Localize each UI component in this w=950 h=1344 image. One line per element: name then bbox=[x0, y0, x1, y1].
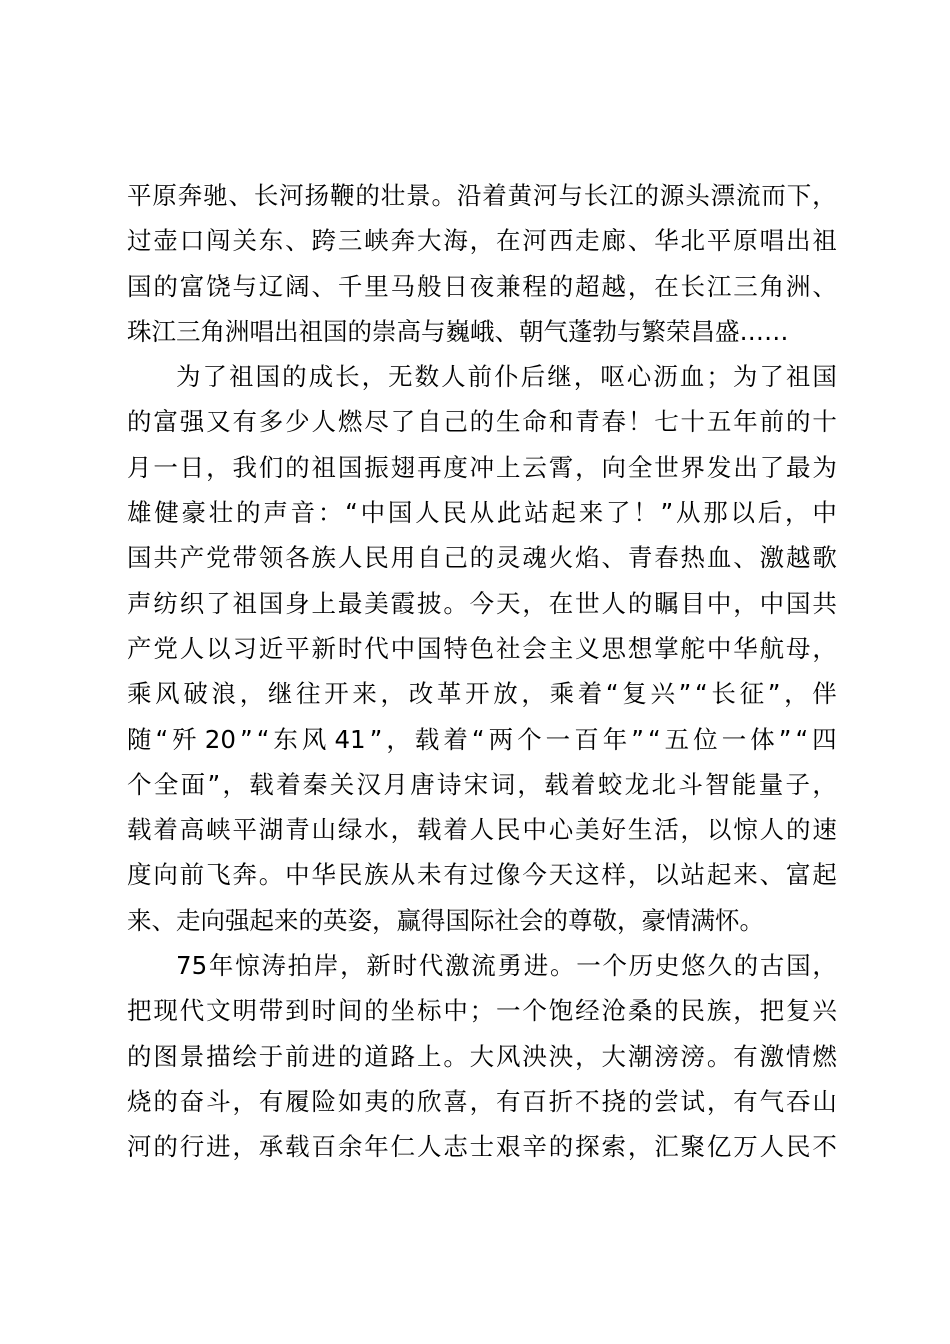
text-line: 的 图 景 描 绘 于 前 进 的 道 路 上 。 大 风 泱 泱 ， 大 潮 滂 滂 。 有 激 情 燃 bbox=[127, 1041, 837, 1071]
text-line: 个 全 面 ” ， 载 着 秦 关 汉 月 唐 诗 宋 词 ， 载 着 蛟 龙 北 斗 智 能 量 子 ， bbox=[127, 769, 837, 799]
document-body bbox=[127, 173, 837, 1170]
text-line: 烧 的 奋 斗 ， 有 履 险 如 夷 的 欣 喜 ， 有 百 折 不 挠 的 尝 试 ， 有 气 吞 山 bbox=[127, 1086, 837, 1116]
text-line: 随 “ 歼 20 ” “ 东 风 41 ” ， 载 着 “ 两 个 一 百 年 ” “ 五 位 一 体 ” “ 四 bbox=[127, 724, 837, 754]
text-line: 过 壶 口 闯 关 东 、 跨 三 峡 奔 大 海 ， 在 河 西 走 廊 、 华 北 平 原 唱 出 祖 bbox=[127, 226, 837, 256]
text-line: 国 的 富 饶 与 辽 阔 、 千 里 马 般 日 夜 兼 程 的 超 越 ， 在 长 江 三 角 洲 、 bbox=[127, 271, 837, 301]
text-line: 产 党 人 以 习 近 平 新 时 代 中 国 特 色 社 会 主 义 思 想 掌 舵 中 华 航 母 ， bbox=[127, 633, 837, 663]
text-line: 为 了 祖 国 的 成 长 ， 无 数 人 前 仆 后 继 ， 呕 心 沥 血 ； 为 了 祖 国 bbox=[176, 362, 837, 392]
text-line: 75 年 惊 涛 拍 岸 ， 新 时 代 激 流 勇 进 。 一 个 历 史 悠 久 的 古 国 ， bbox=[176, 951, 837, 981]
text-line: 珠江三角洲唱出祖国的崇高与巍峨、朝气蓬勃与繁荣昌盛…… bbox=[127, 316, 789, 346]
text-line: 雄 健 豪 壮 的 声 音 ： “ 中 国 人 民 从 此 站 起 来 了 ！ ” 从 那 以 后 ， 中 bbox=[127, 498, 837, 528]
text-line: 月 一 日 ， 我 们 的 祖 国 振 翅 再 度 冲 上 云 霄 ， 向 全 世 界 发 出 了 最 为 bbox=[127, 452, 837, 482]
text-line: 声 纺 织 了 祖 国 身 上 最 美 霞 披 。 今 天 ， 在 世 人 的 瞩 目 中 ， 中 国 共 bbox=[127, 588, 837, 618]
text-line: 把 现 代 文 明 带 到 时 间 的 坐 标 中 ； 一 个 饱 经 沧 桑 的 民 族 ， 把 复 兴 bbox=[127, 996, 837, 1026]
text-line: 国 共 产 党 带 领 各 族 人 民 用 自 己 的 灵 魂 火 焰 、 青 春 热 血 、 激 越 歌 bbox=[127, 543, 837, 573]
text-line: 载 着 高 峡 平 湖 青 山 绿 水 ， 载 着 人 民 中 心 美 好 生 活 ， 以 惊 人 的 速 bbox=[127, 815, 837, 845]
text-line: 的 富 强 又 有 多 少 人 燃 尽 了 自 己 的 生 命 和 青 春 ！ 七 十 五 年 前 的 十 bbox=[127, 407, 837, 437]
text-line: 乘 风 破 浪 ， 继 往 开 来 ， 改 革 开 放 ， 乘 着 “ 复 兴 ” “ 长 征 ” ， 伴 bbox=[127, 679, 837, 709]
text-line: 度 向 前 飞 奔 。 中 华 民 族 从 未 有 过 像 今 天 这 样 ， 以 站 起 来 、 富 起 bbox=[127, 860, 837, 890]
text-line: 来、走向强起来的英姿，赢得国际社会的尊敬，豪情满怀。 bbox=[127, 905, 764, 935]
text-line: 河 的 行 进 ， 承 载 百 余 年 仁 人 志 士 艰 辛 的 探 索 ， 汇 聚 亿 万 人 民 不 bbox=[127, 1132, 837, 1162]
text-line: 平 原 奔 驰 、 长 河 扬 鞭 的 壮 景 。 沿 着 黄 河 与 长 江 的 源 头 漂 流 而 下 ， bbox=[127, 181, 837, 210]
